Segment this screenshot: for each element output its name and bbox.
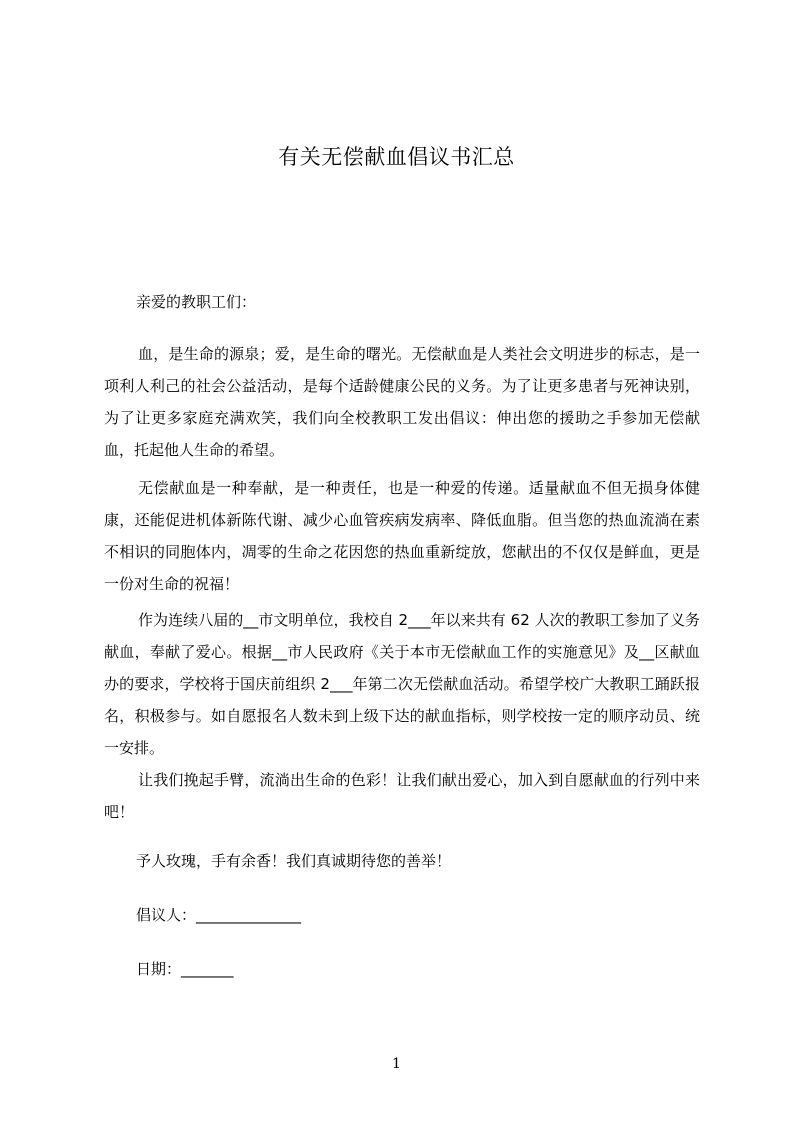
page-number: 1 bbox=[392, 1056, 401, 1072]
paragraph-3: 作为连续八届的__市文明单位，我校自 2___年以来共有 62 人次的教职工参加了义务献血，奉献了爱心。根据__市人民政府《关于本市无偿献血工作的实施意见》及__区献血办的要求，学校将于国庆前组织 2___年第二次无偿献血活动。希望学校广大教职工踊跃报名，积极参与。如自愿报名人数未到上级下达的献血指标，则学校按一定的顺序动员、统一安排。 bbox=[104, 611, 700, 757]
paragraph-2: 无偿献血是一种奉献，是一种责任，也是一种爱的传递。适量献血不但无损身体健康，还能促进机体新陈代谢、减少心血管疾病发病率、降低血脂。但当您的热血流淌在素不相识的同胞体内，凋零的生命之花因您的热血重新绽放，您献出的不仅仅是鲜血，更是一份对生命的祝福！ bbox=[104, 479, 700, 593]
salutation: 亲爱的教职工们： bbox=[136, 293, 257, 311]
closing-line: 予人玫瑰，手有余香！我们真诚期待您的善举！ bbox=[136, 852, 452, 870]
paragraph-1: 血，是生命的源泉；爱，是生命的曙光。无偿献血是人类社会文明进步的标志，是一项利人利己的社会公益活动，是每个适龄健康公民的义务。为了让更多患者与死神诀别，为了让更多家庭充满欢笑，我们向全校教职工发出倡议：伸出您的援助之手参加无偿献血，托起他人生命的希望。 bbox=[104, 345, 700, 459]
document-title: 有关无偿献血倡议书汇总 bbox=[278, 145, 515, 169]
date-line: 日期：_______ bbox=[136, 960, 234, 978]
initiator-signature-line: 倡议人：______________ bbox=[136, 906, 302, 924]
paragraph-4: 让我们挽起手臂，流淌出生命的色彩！让我们献出爱心，加入到自愿献血的行列中来吧！ bbox=[104, 771, 700, 821]
